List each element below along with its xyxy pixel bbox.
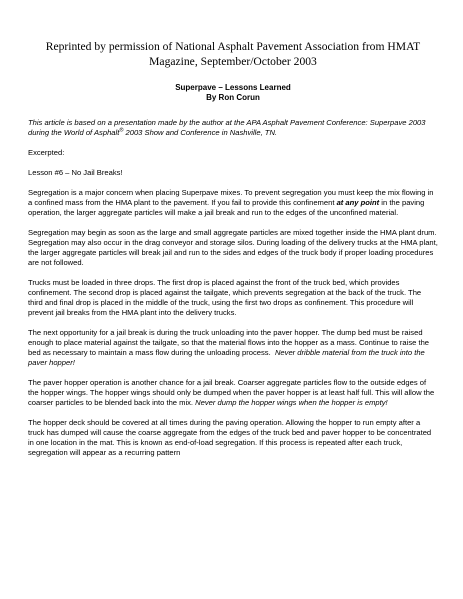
paragraph-2: Segregation may begin as soon as the large and small aggregate particles are mixed together inside the HMA plant drum. Segregation may also occur in the drag conveyor and storage silos. During loading of the delivery trucks at the HMA plant, the larger aggregate particles will break jail and run to the sides and edges of the truck body if proper loading procedures are not followed. [28,228,438,267]
paragraph-5-italic: Never dump the hopper wings when the hopper is empty! [195,398,388,407]
paragraph-1 [28,188,438,218]
excerpted-label: Excerpted: [28,148,65,157]
reprint-header-line-1: Reprinted by permission of National Asphalt Pavement Association from HMAT [45,40,421,53]
paragraph-1-emphasis: at any point [336,198,380,207]
intro-paragraph [28,118,438,138]
lesson-heading: Lesson #6 – No Jail Breaks! [28,168,123,177]
registered-mark: ® [119,127,124,134]
reprint-header [28,0,438,69]
paragraph-5 [28,378,438,408]
reprint-header-line-2: Magazine, September/October 2003 [149,55,317,68]
paragraph-4-text: The next opportunity for a jail break is during the truck unloading into the paver hopper. The dump bed must be raised enough to place material against the tailgate, so that the material flows into the hopper as a mass. Continue to raise the bed as necessary to maintain a mass flow during the unloading process. [28,328,432,357]
paragraph-4 [28,328,438,368]
paragraph-1-text-b: in the paving operation, the larger aggregate particles will make a jail break and run to the edges of the unconfined material. [28,198,425,217]
paragraph-4-italic: Never dribble material from the truck into the paver hopper! [28,348,425,367]
intro-text-2: 2003 Show and Conference in Nashville, TN. [123,128,278,137]
paragraph-6: The hopper deck should be covered at all times during the paving operation. Allowing the hopper to run empty after a truck has dumped will cause the coarse aggregate from the edges of the truck bed and paver hopper to be concentrated in one location in the mat. This is known as end-of-load segregation. If this process is repeated after each truck, segregation will appear as a recurring pattern [28,418,432,457]
paragraph-5-text: The paver hopper operation is another chance for a jail break. Coarser aggregate particles flow to the outside edges of the hopper wings. The hopper wings should only be dumped when the paver hopper is at least half full. This will allow the coarser particles to be blended back into the mix. [28,378,435,407]
paragraph-3: Trucks must be loaded in three drops. The first drop is placed against the front of the truck bed, which provides confinement. The second drop is placed against the tailgate, which prevents segregation at the back of the truck. The third and final drop is placed in the middle of the truck, using the first two drops as confinement. This procedure will prevent jail breaks from the HMA plant into the delivery trucks. [28,278,422,317]
article-byline: By Ron Corun [206,93,260,102]
intro-text-1: This article is based on a presentation made by the author at the APA Asphalt Pavement Conference: Superpave 2003 during the World of Asphalt [28,118,426,137]
paragraph-1-text-a: Segregation is a major concern when placing Superpave mixes. To prevent segregation you must keep the mix flowing in a confined mass from the HMA plant to the pavement. If you fail to provide this confinement [28,188,434,207]
article-title: Superpave – Lessons Learned [175,83,291,92]
